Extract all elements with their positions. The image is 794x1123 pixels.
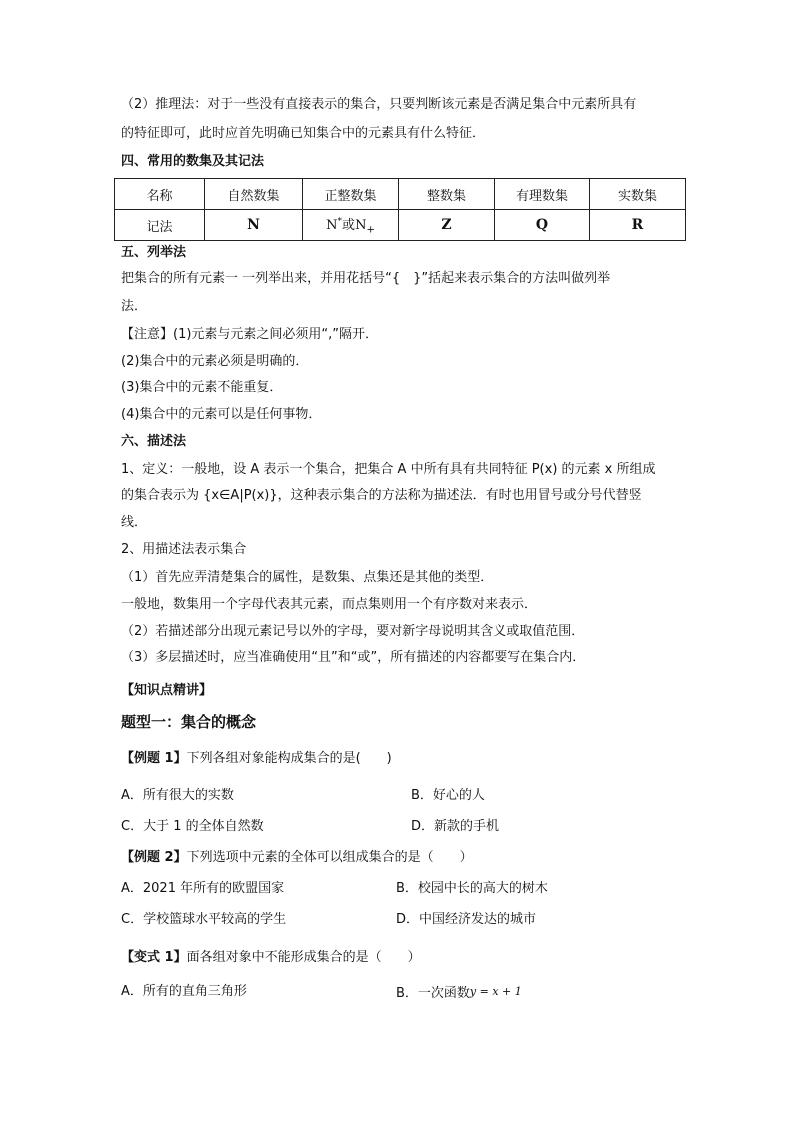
table-header-cell: 名称 <box>115 179 205 210</box>
example2-tag: 【例题 2】 <box>121 850 187 865</box>
note-line1: 【注意】(1)元素与元素之间必须用“,”隔开． <box>121 327 379 342</box>
nstar-base: N <box>326 218 338 234</box>
question-type-heading: 题型一：集合的概念 <box>121 713 257 731</box>
table-header-cell: 整数集 <box>399 179 495 210</box>
nplus-base: N <box>355 218 367 234</box>
variant1-option-b-text: B．一次函数 <box>396 986 470 1001</box>
description-definition-line1: 1、定义：一般地，设 A 表示一个集合，把集合 A 中所有具有共同特征 P(x) 的元素 x 所组成 <box>121 462 656 477</box>
linear-function-formula: y = x + 1 <box>469 985 522 998</box>
inference-method-line2: 的特征即可，此时应首先明确已知集合中的元素具有什么特征． <box>121 126 486 141</box>
number-sets-table <box>114 178 686 241</box>
description-usage-line1: （1）首先应弄清楚集合的属性，是数集、点集还是其他的类型． <box>121 570 494 585</box>
variant1-tag: 【变式 1】 <box>121 950 187 965</box>
note-line4: (4)集合中的元素可以是任何事物． <box>121 407 322 422</box>
variant1-stem-line <box>121 948 421 968</box>
example1-stem-line <box>121 749 392 769</box>
rationals-symbol: Q <box>495 210 590 241</box>
example1-stem: 下列各组对象能构成集合的是( ) <box>186 751 392 766</box>
positive-integers-symbol <box>303 210 399 241</box>
natural-numbers-symbol: N <box>205 210 303 241</box>
table-header-cell: 自然数集 <box>205 179 303 210</box>
description-usage-line3: （2）若描述部分出现元素记号以外的字母，要对新字母说明其含义或取值范围． <box>121 624 585 639</box>
enumeration-definition-line1: 把集合的所有元素一 一列举出来，并用花括号“{ }”括起来表示集合的方法叫做列举 <box>121 271 611 286</box>
table-header-row <box>115 179 686 210</box>
description-usage-line4: （3）多层描述时，应当准确使用“且”和“或”，所有描述的内容都要写在集合内． <box>121 650 586 665</box>
example1-option-b: B．好心的人 <box>411 788 485 803</box>
example1-tag: 【例题 1】 <box>121 751 187 766</box>
example2-option-c: C．学校篮球水平较高的学生 <box>121 912 287 927</box>
example2-stem: 下列选项中元素的全体可以组成集合的是（ ） <box>186 850 473 865</box>
example1-option-c: C．大于 1 的全体自然数 <box>121 819 264 834</box>
section-heading-description: 六、描述法 <box>121 434 187 449</box>
table-row-label: 记法 <box>115 210 205 241</box>
example2-option-b: B．校园中长的高大的树木 <box>396 881 548 896</box>
description-usage-heading: 2、用描述法表示集合 <box>121 542 247 557</box>
description-definition-line2: 的集合表示为 {x∈A|P(x)}，这种表示集合的方法称为描述法．有时也用冒号或分号代替竖 <box>121 488 642 503</box>
variant1-option-b <box>396 982 522 1004</box>
note-line3: (3)集合中的元素不能重复． <box>121 380 283 395</box>
integers-symbol: Z <box>399 210 495 241</box>
reals-symbol: R <box>590 210 686 241</box>
variant1-stem: 面各组对象中不能形成集合的是（ ） <box>186 950 421 965</box>
nplus-subscript: + <box>366 224 375 236</box>
enumeration-definition-line2: 法． <box>121 299 148 314</box>
variant1-option-a: A．所有的直角三角形 <box>121 984 247 999</box>
example2-stem-line <box>121 848 473 868</box>
example2-option-a: A．2021 年所有的欧盟国家 <box>121 881 285 896</box>
example1-option-d: D．新款的手机 <box>411 819 500 834</box>
description-usage-line2: 一般地，数集用一个字母代表其元素，而点集则用一个有序数对来表示． <box>121 597 538 612</box>
section-heading-enumeration: 五、列举法 <box>121 245 187 260</box>
section-heading-number-sets: 四、常用的数集及其记法 <box>121 154 265 169</box>
table-header-cell: 正整数集 <box>303 179 399 210</box>
inference-method-line1: （2）推理法：对于一些没有直接表示的集合，只要判断该元素是否满足集合中元素所具有 <box>121 97 637 112</box>
table-header-cell: 有理数集 <box>495 179 590 210</box>
note-line2: (2)集合中的元素必须是明确的． <box>121 354 309 369</box>
or-text: 或 <box>342 218 356 234</box>
knowledge-heading: 【知识点精讲】 <box>121 683 213 698</box>
nstar-superscript: * <box>337 216 343 227</box>
description-definition-line3: 线． <box>121 515 148 530</box>
example1-option-a: A．所有很大的实数 <box>121 788 234 803</box>
table-header-cell: 实数集 <box>590 179 686 210</box>
table-row-notation <box>115 210 686 241</box>
example2-option-d: D．中国经济发达的城市 <box>396 912 537 927</box>
